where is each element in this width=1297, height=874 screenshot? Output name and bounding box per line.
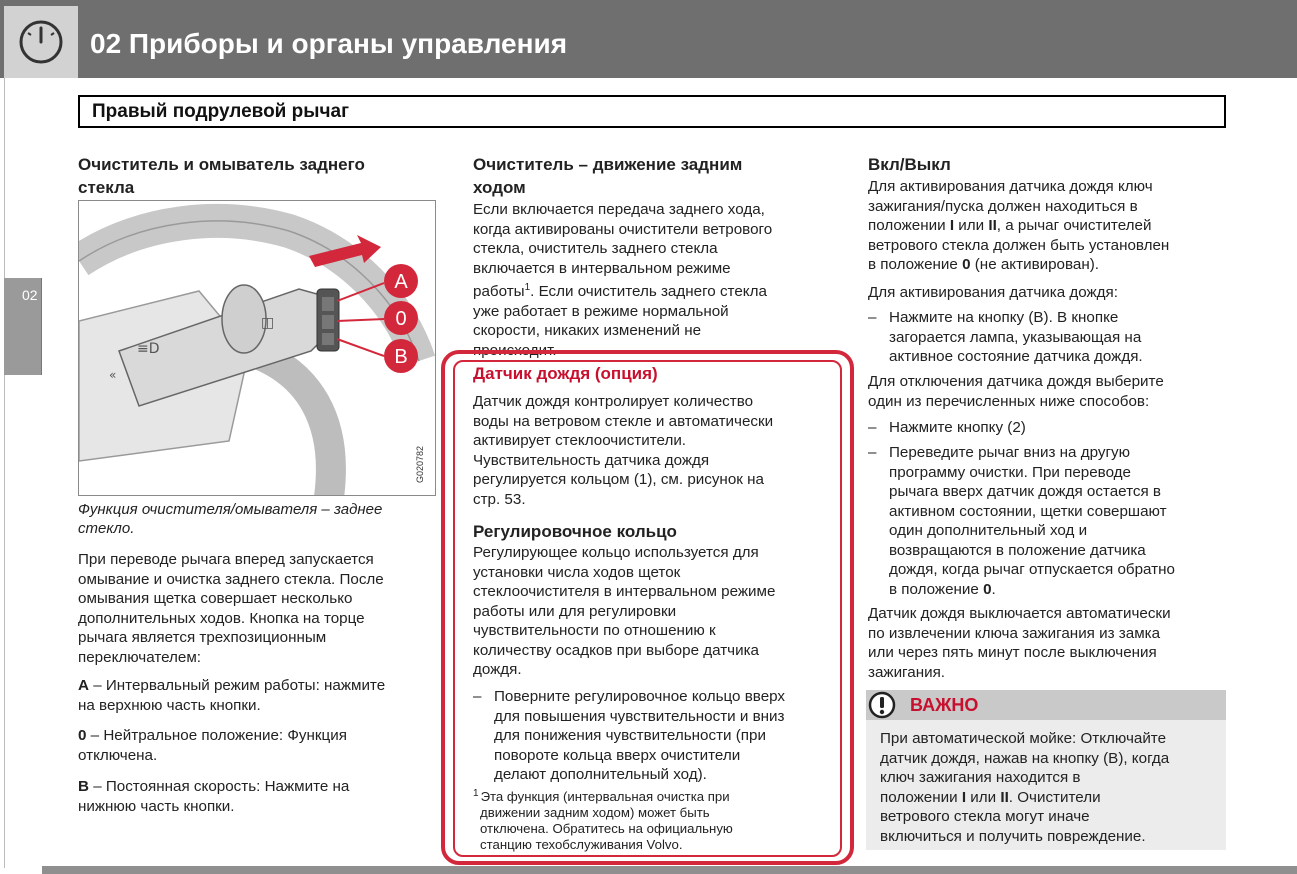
text-line: зажигания/пуска должен находиться в xyxy=(868,197,1138,215)
text-line: При автоматической мойке: Отключайте xyxy=(880,730,1167,747)
list-bullet: – xyxy=(868,444,877,461)
text-line: программу очистки. При переводе xyxy=(889,463,1131,481)
mode-key: 0 xyxy=(78,727,87,744)
rain-sensor-paragraph xyxy=(473,392,833,509)
text-line: активном состоянии, щетки совершают xyxy=(889,502,1167,520)
deactivate-intro xyxy=(868,372,1228,411)
svg-text:«: « xyxy=(109,368,117,382)
footer-bar xyxy=(42,866,1297,874)
text-line: или через пять минут после выключения xyxy=(868,644,1157,661)
footnote-number: 1 xyxy=(473,788,479,799)
callout-a-label: A xyxy=(394,271,408,293)
text-line: омывание и очистка заднего стекла. После xyxy=(78,570,384,588)
text-line: – Интервальный режим работы: нажмите xyxy=(88,677,386,694)
left-margin-rule xyxy=(4,78,5,868)
on-off-heading: Вкл/Выкл xyxy=(868,155,951,174)
text-line: рычага является трехпозиционным xyxy=(78,629,327,646)
text-line: стеклоочистителя в интервальном режиме xyxy=(473,583,776,600)
figure-code: G020782 xyxy=(415,445,425,483)
svg-text:≡D: ≡D xyxy=(137,341,160,357)
text-line: рычага вверх датчик дождя остается в xyxy=(889,483,1161,500)
text-line: положении xyxy=(880,788,962,806)
text-line: ключ зажигания находится в xyxy=(880,769,1081,786)
text-line: чувствительности по отношению к xyxy=(473,622,716,639)
activate-intro: Для активирования датчика дождя: xyxy=(868,284,1118,301)
section-title-box xyxy=(78,95,1226,128)
text-line: включиться и получить повреждение. xyxy=(880,827,1146,845)
figure-caption xyxy=(78,500,438,538)
text-line: один дополнительный ход и xyxy=(889,522,1088,539)
key-position: I xyxy=(961,788,967,806)
chapter-icon-box xyxy=(4,6,78,78)
text-line: (не активирован). xyxy=(970,256,1100,273)
reverse-wiper-heading xyxy=(473,153,742,199)
text-line: . Очистители xyxy=(1008,788,1101,806)
text-line: Датчик дождя контролирует количество xyxy=(473,393,754,410)
text-line: ветрового стекла должен быть установлен xyxy=(868,236,1170,254)
mode-key: B xyxy=(78,778,89,795)
text-line: отключена. Обратитесь на официальную xyxy=(480,821,733,837)
text-line: по извлечении ключа зажигания из замка xyxy=(868,624,1161,642)
lever-drawing xyxy=(79,201,436,496)
text-line: отключена. xyxy=(78,746,158,764)
text-line: Эта функция (интервальная очистка при xyxy=(480,789,730,805)
rear-wiper-paragraph xyxy=(78,550,438,667)
text-line: . xyxy=(991,580,996,598)
text-line: дождя, когда рычаг отпускается обратно xyxy=(889,561,1175,578)
text-line: – Нейтральное положение: Функция xyxy=(86,727,347,744)
text-line: Если включается передача заднего хода, xyxy=(473,201,765,218)
text-line: в положение xyxy=(868,256,963,273)
mode-b-description xyxy=(78,777,438,816)
callout-0-label: 0 xyxy=(395,308,407,330)
text-line: регулируется кольцом (1), см. рисунок на xyxy=(473,471,764,488)
footnote xyxy=(473,786,833,853)
text-line: происходит. xyxy=(473,341,557,359)
text-line: При переводе рычага вперед запускается xyxy=(78,551,374,568)
text-line: , а рычаг очистителей xyxy=(996,217,1152,234)
rear-wiper-heading-line: Очиститель и омыватель заднего xyxy=(78,155,365,174)
text-line: движении задним ходом) может быть xyxy=(480,805,710,821)
text-line: стр. 53. xyxy=(473,490,526,508)
list-bullet: – xyxy=(473,688,482,705)
text-line: Поверните регулировочное кольцо вверх xyxy=(494,688,786,705)
text-line: станцию техобслуживания Volvo. xyxy=(480,837,683,853)
chapter-side-tab[interactable] xyxy=(4,278,42,375)
text-line: работы xyxy=(473,283,525,301)
key-position: I xyxy=(949,217,955,234)
chapter-title: 02 Приборы и органы управления xyxy=(90,28,568,59)
reverse-wiper-paragraph xyxy=(473,200,843,360)
caption-line: Функция очистителя/омывателя – заднее xyxy=(78,501,383,518)
rain-sensor-title: Датчик дождя (опция) xyxy=(473,364,658,383)
text-line: количеству осадков при выборе датчика xyxy=(473,641,759,659)
mode-a-description xyxy=(78,676,438,715)
text-line: Для активирования датчика дождя ключ xyxy=(868,178,1153,195)
text-line: Нажмите на кнопку (B). В кнопке xyxy=(889,309,1119,326)
mode-key: A xyxy=(78,677,89,694)
rear-wiper-heading xyxy=(78,153,365,199)
text-line: уже работает в режиме нормальной xyxy=(473,302,729,320)
text-line: дополнительных ходов. Кнопка на торце xyxy=(78,609,365,627)
text-line: на верхнюю часть кнопки. xyxy=(78,696,261,714)
text-line: датчик дождя, нажав на кнопку (B), когда xyxy=(880,749,1170,767)
text-line: зажигания. xyxy=(868,663,946,681)
lever-position: 0 xyxy=(962,256,971,273)
text-line: для повышения чувствительности и вниз xyxy=(494,707,785,725)
key-position: II xyxy=(1000,788,1009,806)
activate-item xyxy=(889,308,1229,367)
important-title: ВАЖНО xyxy=(910,695,979,715)
text-line: делают дополнительный ход). xyxy=(494,766,707,783)
text-line: – Постоянная скорость: Нажмите на xyxy=(88,778,350,795)
text-line: загорается лампа, указывающая на xyxy=(889,328,1142,346)
text-line: когда активированы очистители ветрового xyxy=(473,220,773,238)
text-line: стекла, очиститель заднего стекла xyxy=(473,240,718,257)
text-line: ветрового стекла могут иначе xyxy=(880,808,1090,825)
deactivate-item-button: Нажмите кнопку (2) xyxy=(889,419,1026,436)
text-line: повороте кольца вверх очистители xyxy=(494,746,741,764)
lever-position: 0 xyxy=(983,580,992,598)
auto-off-paragraph xyxy=(868,604,1228,682)
text-line: возвращаются в положение датчика xyxy=(889,541,1146,559)
mode-0-description xyxy=(78,726,438,765)
text-line: переключателем: xyxy=(78,648,202,666)
text-line: установки числа ходов щеток xyxy=(473,563,681,581)
text-line: в положение xyxy=(889,580,984,598)
rear-wiper-heading-line: стекла xyxy=(78,178,135,197)
text-line: включается в интервальном режиме xyxy=(473,259,731,277)
text-line: скорости, никаких изменений не xyxy=(473,322,702,340)
text-line: дождя. xyxy=(473,661,522,678)
text-line: Регулирующее кольцо используется для xyxy=(473,544,759,561)
text-line: Датчик дождя выключается автоматически xyxy=(868,605,1171,622)
svg-text:◫: ◫ xyxy=(261,315,275,331)
text-line: один из перечисленных ниже способов: xyxy=(868,392,1150,410)
adjust-ring-heading: Регулировочное кольцо xyxy=(473,522,677,541)
text-line: активное состояние датчика дождя. xyxy=(889,348,1143,365)
key-position: II xyxy=(988,217,997,234)
text-line: воды на ветровом стекле и автоматически xyxy=(473,412,774,430)
text-line: или xyxy=(966,788,1001,806)
exclamation-icon xyxy=(868,691,896,719)
heading-line: ходом xyxy=(473,178,526,197)
list-bullet: – xyxy=(868,309,877,326)
gauge-icon xyxy=(18,19,64,65)
text-line: . Если очиститель заднего стекла xyxy=(530,283,767,301)
text-line: омывания щетка совершает несколько xyxy=(78,590,353,607)
deactivate-item-lever xyxy=(889,443,1229,599)
text-line: или xyxy=(954,217,989,234)
text-line: Переведите рычаг вниз на другую xyxy=(889,444,1130,461)
list-bullet: – xyxy=(868,419,877,436)
heading-line: Очиститель – движение задним xyxy=(473,155,743,174)
text-line: активирует стеклоочистители. xyxy=(473,432,687,449)
text-line: Чувствительность датчика дождя xyxy=(473,451,710,469)
caption-line: стекло. xyxy=(78,520,135,537)
ring-instruction-item xyxy=(494,687,839,785)
text-line: положении xyxy=(868,217,950,234)
footnote-ref: 1 xyxy=(524,282,531,293)
callout-b-label: B xyxy=(394,346,408,368)
lever-illustration xyxy=(78,200,436,496)
side-tab-label: 02 xyxy=(22,287,38,303)
text-line: для понижения чувствительности (при xyxy=(494,727,766,744)
text-line: нижнюю часть кнопки. xyxy=(78,797,235,815)
on-off-paragraph xyxy=(868,177,1228,275)
section-title: Правый подрулевой рычаг xyxy=(92,101,349,122)
text-line: работы или для регулировки xyxy=(473,602,677,620)
text-line: Для отключения датчика дождя выберите xyxy=(868,373,1164,390)
important-text xyxy=(880,729,1225,846)
adjust-ring-paragraph xyxy=(473,543,833,680)
